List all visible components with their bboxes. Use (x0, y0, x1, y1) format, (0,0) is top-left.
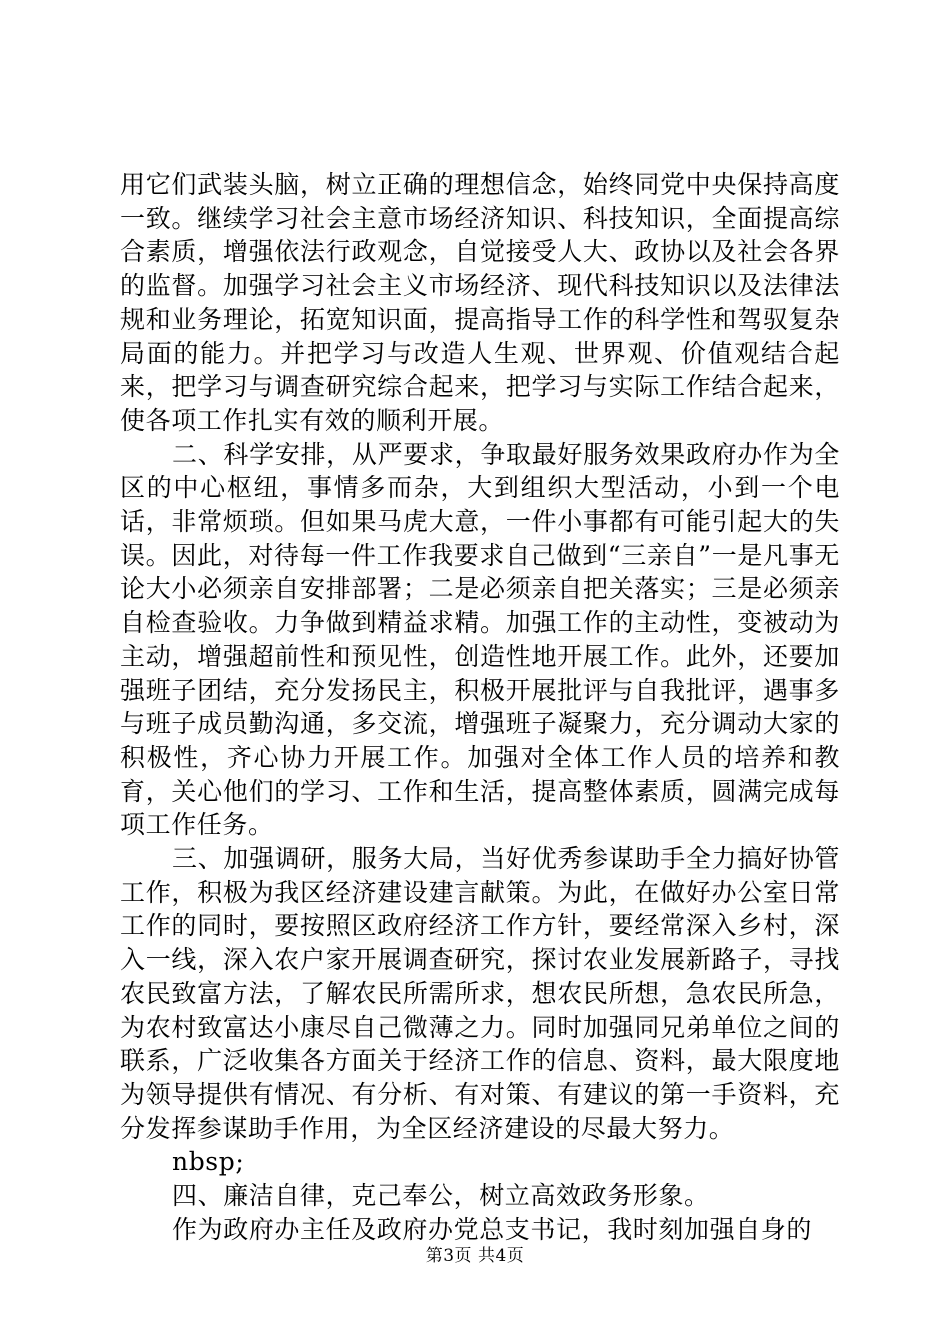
paragraph-section-two: 二、科学安排，从严要求，争取最好服务效果政府办作为全区的中心枢纽，事情多而杂，大到组织大型活动，小到一个电话，非常烦琐。但如果马虎大意，一件小事都有可能引起大的失误。因此，对待每一件工作我要求自己做到“三亲自”一是凡事无论大小必须亲自安排部署；二是必须亲自把关落实；三是必须亲自检查验收。力争做到精益求精。加强工作的主动性，变被动为主动，增强超前性和预见性，创造性地开展工作。此外，还要加强班子团结，充分发扬民主，积极开展批评与自我批评，遇事多与班子成员勤沟通，多交流，增强班子凝聚力，充分调动大家的积极性，齐心协力开展工作。加强对全体工作人员的培养和教育，关心他们的学习、工作和生活，提高整体素质，圆满完成每项工作任务。 (120, 439, 840, 840)
paragraph-section-four-start: 作为政府办主任及政府办党总支书记，我时刻加强自身的 (172, 1214, 813, 1244)
paragraph-section-three: 三、加强调研，服务大局，当好优秀参谋助手全力搞好协管工作，积极为我区经济建设建言献策。为此，在做好办公室日常工作的同时，要按照区政府经济工作方针，要经常深入乡村，深入一线，深入农户家开展调查研究，探讨农业发展新路子，寻找农民致富方法，了解农民所需所求，想农民所想，急农民所急，为农村致富达小康尽自己微薄之力。同时加强同兄弟单位之间的联系，广泛收集各方面关于经济工作的信息、资料，最大限度地为领导提供有情况、有分析、有对策、有建议的第一手资料，充分发挥参谋助手作用，为全区经济建设的尽最大努力。 (120, 844, 840, 1143)
paragraph-nbsp-artifact: nbsp; (172, 1147, 245, 1177)
page-number-footer: 第3页 共4页 (425, 1246, 525, 1266)
paragraph-continuation: 用它们武装头脑，树立正确的理想信念，始终同党中央保持高度一致。继续学习社会主意市场经济知识、科技知识，全面提高综合素质，增强依法行政观念，自觉接受人大、政协以及社会各界的监督。加强学习社会主义市场经济、现代科技知识以及法律法规和业务理论，拓宽知识面，提高指导工作的科学性和驾驭复杂局面的能力。并把学习与改造人生观、世界观、价值观结合起来，把学习与调查研究综合起来，把学习与实际工作结合起来，使各项工作扎实有效的顺利开展。 (120, 170, 840, 435)
paragraph-section-four-heading: 四、廉洁自律，克己奉公，树立高效政务形象。 (172, 1181, 710, 1211)
document-body (120, 168, 840, 1247)
